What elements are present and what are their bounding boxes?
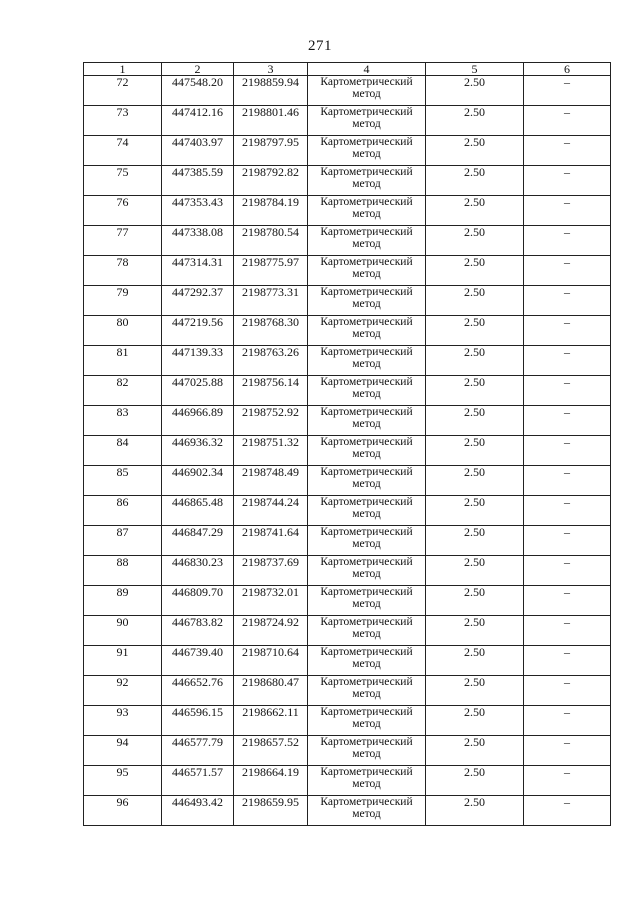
table-row [84,106,611,136]
y-coordinate-cell: 2198780.54 [234,226,308,256]
method-line-2: метод [352,238,381,250]
method-line-2: метод [352,598,381,610]
accuracy-cell: 2.50 [426,676,524,706]
table-row [84,796,611,826]
method-line-1: Картометрический [320,586,413,598]
table-row [84,616,611,646]
y-coordinate-cell: 2198741.64 [234,526,308,556]
accuracy-cell: 2.50 [426,646,524,676]
note-cell: – [524,556,611,586]
accuracy-cell: 2.50 [426,316,524,346]
method-line-2: метод [352,628,381,640]
method-line-1: Картометрический [320,106,413,118]
note-cell: – [524,76,611,106]
y-coordinate-cell: 2198752.92 [234,406,308,436]
accuracy-cell: 2.50 [426,616,524,646]
method-line-2: метод [352,148,381,160]
note-cell: – [524,706,611,736]
y-coordinate-cell: 2198784.19 [234,196,308,226]
x-coordinate-cell: 447219.56 [162,316,234,346]
method-cell [308,136,426,166]
note-cell: – [524,766,611,796]
method-line-1: Картометрический [320,226,413,238]
y-coordinate-cell: 2198680.47 [234,676,308,706]
method-cell [308,706,426,736]
accuracy-cell: 2.50 [426,736,524,766]
x-coordinate-cell: 446865.48 [162,496,234,526]
y-coordinate-cell: 2198748.49 [234,466,308,496]
table-row [84,736,611,766]
point-number-cell: 87 [84,526,162,556]
note-cell: – [524,226,611,256]
point-number-cell: 74 [84,136,162,166]
method-line-2: метод [352,568,381,580]
header-col-3: 3 [234,63,308,76]
x-coordinate-cell: 446936.32 [162,436,234,466]
method-cell [308,226,426,256]
x-coordinate-cell: 446577.79 [162,736,234,766]
y-coordinate-cell: 2198859.94 [234,76,308,106]
y-coordinate-cell: 2198724.92 [234,616,308,646]
x-coordinate-cell: 446571.57 [162,766,234,796]
y-coordinate-cell: 2198737.69 [234,556,308,586]
point-number-cell: 85 [84,466,162,496]
header-row [84,63,611,76]
page-number: 271 [308,38,332,54]
point-number-cell: 88 [84,556,162,586]
table-row [84,466,611,496]
note-cell: – [524,136,611,166]
method-line-1: Картометрический [320,466,413,478]
method-line-2: метод [352,688,381,700]
x-coordinate-cell: 446809.70 [162,586,234,616]
method-line-1: Картометрический [320,166,413,178]
method-cell [308,526,426,556]
y-coordinate-cell: 2198732.01 [234,586,308,616]
table-body [84,76,611,826]
x-coordinate-cell: 446847.29 [162,526,234,556]
method-cell [308,76,426,106]
point-number-cell: 73 [84,106,162,136]
point-number-cell: 84 [84,436,162,466]
method-line-2: метод [352,808,381,820]
x-coordinate-cell: 447314.31 [162,256,234,286]
accuracy-cell: 2.50 [426,286,524,316]
x-coordinate-cell: 447353.43 [162,196,234,226]
method-line-2: метод [352,178,381,190]
method-line-2: метод [352,208,381,220]
method-line-2: метод [352,718,381,730]
x-coordinate-cell: 446596.15 [162,706,234,736]
y-coordinate-cell: 2198710.64 [234,646,308,676]
note-cell: – [524,796,611,826]
table-row [84,226,611,256]
x-coordinate-cell: 447025.88 [162,376,234,406]
method-cell [308,766,426,796]
method-line-2: метод [352,118,381,130]
point-number-cell: 82 [84,376,162,406]
y-coordinate-cell: 2198773.31 [234,286,308,316]
method-cell [308,256,426,286]
method-line-1: Картометрический [320,196,413,208]
table-row [84,766,611,796]
note-cell: – [524,166,611,196]
method-cell [308,376,426,406]
note-cell: – [524,106,611,136]
note-cell: – [524,736,611,766]
note-cell: – [524,406,611,436]
method-line-1: Картометрический [320,76,413,88]
point-number-cell: 91 [84,646,162,676]
method-line-1: Картометрический [320,766,413,778]
y-coordinate-cell: 2198662.11 [234,706,308,736]
accuracy-cell: 2.50 [426,466,524,496]
note-cell: – [524,196,611,226]
table-row [84,376,611,406]
y-coordinate-cell: 2198792.82 [234,166,308,196]
table-row [84,526,611,556]
note-cell: – [524,436,611,466]
x-coordinate-cell: 446902.34 [162,466,234,496]
method-line-1: Картометрический [320,316,413,328]
accuracy-cell: 2.50 [426,796,524,826]
table-row [84,346,611,376]
method-line-2: метод [352,418,381,430]
x-coordinate-cell: 446966.89 [162,406,234,436]
table-header [84,63,611,76]
header-col-1: 1 [84,63,162,76]
x-coordinate-cell: 447139.33 [162,346,234,376]
table-row [84,76,611,106]
method-line-2: метод [352,298,381,310]
point-number-cell: 78 [84,256,162,286]
method-line-1: Картометрический [320,136,413,148]
point-number-cell: 89 [84,586,162,616]
table-row [84,166,611,196]
method-line-1: Картометрический [320,406,413,418]
accuracy-cell: 2.50 [426,226,524,256]
method-line-1: Картометрический [320,526,413,538]
point-number-cell: 94 [84,736,162,766]
method-line-1: Картометрический [320,646,413,658]
method-line-1: Картометрический [320,346,413,358]
point-number-cell: 77 [84,226,162,256]
note-cell: – [524,646,611,676]
method-line-1: Картометрический [320,616,413,628]
accuracy-cell: 2.50 [426,766,524,796]
accuracy-cell: 2.50 [426,196,524,226]
point-number-cell: 86 [84,496,162,526]
method-cell [308,406,426,436]
method-line-2: метод [352,478,381,490]
table-row [84,556,611,586]
x-coordinate-cell: 447385.59 [162,166,234,196]
point-number-cell: 72 [84,76,162,106]
table-row [84,286,611,316]
y-coordinate-cell: 2198657.52 [234,736,308,766]
method-line-2: метод [352,538,381,550]
accuracy-cell: 2.50 [426,376,524,406]
coordinates-table [83,62,611,826]
accuracy-cell: 2.50 [426,496,524,526]
method-cell [308,736,426,766]
note-cell: – [524,616,611,646]
note-cell: – [524,466,611,496]
method-line-1: Картометрический [320,286,413,298]
note-cell: – [524,286,611,316]
point-number-cell: 76 [84,196,162,226]
x-coordinate-cell: 446739.40 [162,646,234,676]
method-cell [308,646,426,676]
y-coordinate-cell: 2198775.97 [234,256,308,286]
note-cell: – [524,526,611,556]
table-row [84,436,611,466]
method-line-2: метод [352,358,381,370]
method-cell [308,466,426,496]
accuracy-cell: 2.50 [426,166,524,196]
method-line-1: Картометрический [320,706,413,718]
accuracy-cell: 2.50 [426,76,524,106]
y-coordinate-cell: 2198756.14 [234,376,308,406]
method-line-1: Картометрический [320,496,413,508]
method-cell [308,586,426,616]
header-col-6: 6 [524,63,611,76]
y-coordinate-cell: 2198768.30 [234,316,308,346]
x-coordinate-cell: 447292.37 [162,286,234,316]
table-row [84,706,611,736]
point-number-cell: 95 [84,766,162,796]
method-line-2: метод [352,778,381,790]
table-row [84,586,611,616]
method-line-1: Картометрический [320,736,413,748]
note-cell: – [524,496,611,526]
method-line-2: метод [352,88,381,100]
method-line-2: метод [352,748,381,760]
x-coordinate-cell: 447338.08 [162,226,234,256]
header-col-4: 4 [308,63,426,76]
table-row [84,496,611,526]
method-cell [308,106,426,136]
point-number-cell: 79 [84,286,162,316]
x-coordinate-cell: 446783.82 [162,616,234,646]
note-cell: – [524,586,611,616]
table-row [84,406,611,436]
y-coordinate-cell: 2198659.95 [234,796,308,826]
y-coordinate-cell: 2198664.19 [234,766,308,796]
x-coordinate-cell: 447412.16 [162,106,234,136]
method-line-1: Картометрический [320,436,413,448]
method-cell [308,496,426,526]
point-number-cell: 75 [84,166,162,196]
y-coordinate-cell: 2198801.46 [234,106,308,136]
method-cell [308,436,426,466]
point-number-cell: 81 [84,346,162,376]
method-line-1: Картометрический [320,676,413,688]
point-number-cell: 93 [84,706,162,736]
note-cell: – [524,676,611,706]
method-cell [308,346,426,376]
accuracy-cell: 2.50 [426,586,524,616]
method-line-2: метод [352,658,381,670]
x-coordinate-cell: 447548.20 [162,76,234,106]
method-line-2: метод [352,508,381,520]
point-number-cell: 80 [84,316,162,346]
x-coordinate-cell: 446652.76 [162,676,234,706]
method-line-2: метод [352,268,381,280]
method-cell [308,286,426,316]
note-cell: – [524,316,611,346]
method-line-2: метод [352,328,381,340]
method-cell [308,556,426,586]
table-row [84,316,611,346]
accuracy-cell: 2.50 [426,256,524,286]
y-coordinate-cell: 2198744.24 [234,496,308,526]
x-coordinate-cell: 447403.97 [162,136,234,166]
point-number-cell: 92 [84,676,162,706]
note-cell: – [524,376,611,406]
accuracy-cell: 2.50 [426,706,524,736]
method-line-1: Картометрический [320,256,413,268]
note-cell: – [524,346,611,376]
accuracy-cell: 2.50 [426,556,524,586]
method-line-2: метод [352,388,381,400]
point-number-cell: 90 [84,616,162,646]
note-cell: – [524,256,611,286]
accuracy-cell: 2.50 [426,436,524,466]
accuracy-cell: 2.50 [426,526,524,556]
method-line-1: Картометрический [320,796,413,808]
method-cell [308,796,426,826]
table-row [84,196,611,226]
method-line-1: Картометрический [320,376,413,388]
header-col-5: 5 [426,63,524,76]
accuracy-cell: 2.50 [426,136,524,166]
x-coordinate-cell: 446830.23 [162,556,234,586]
method-line-1: Картометрический [320,556,413,568]
accuracy-cell: 2.50 [426,106,524,136]
table-row [84,676,611,706]
method-line-2: метод [352,448,381,460]
method-cell [308,676,426,706]
table-row [84,646,611,676]
point-number-cell: 83 [84,406,162,436]
table-row [84,136,611,166]
point-number-cell: 96 [84,796,162,826]
accuracy-cell: 2.50 [426,346,524,376]
method-cell [308,166,426,196]
x-coordinate-cell: 446493.42 [162,796,234,826]
y-coordinate-cell: 2198763.26 [234,346,308,376]
accuracy-cell: 2.50 [426,406,524,436]
table-row [84,256,611,286]
method-cell [308,616,426,646]
y-coordinate-cell: 2198751.32 [234,436,308,466]
y-coordinate-cell: 2198797.95 [234,136,308,166]
method-cell [308,196,426,226]
method-cell [308,316,426,346]
header-col-2: 2 [162,63,234,76]
